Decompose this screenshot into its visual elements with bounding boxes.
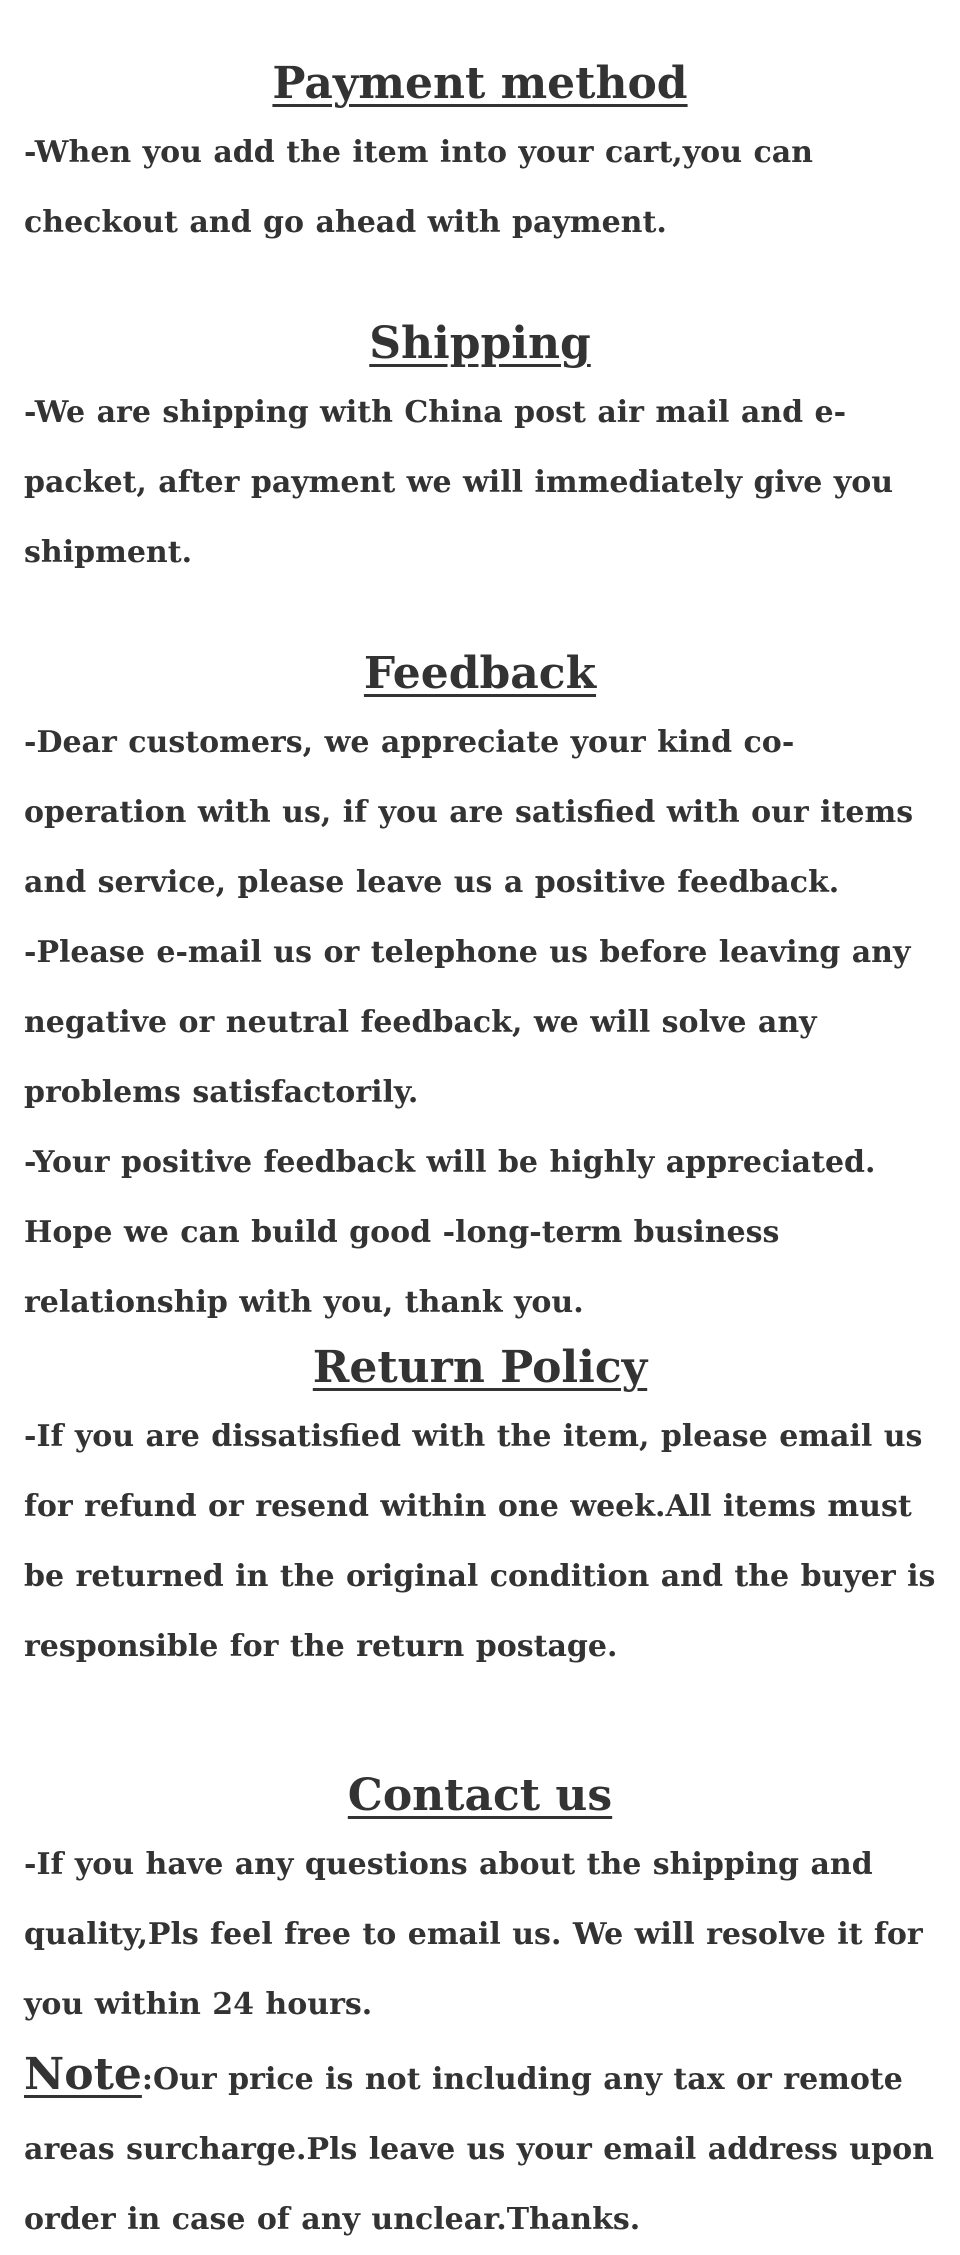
- contact-text: -If you have any questions about the shipping and quality,Pls feel free to email us. We will resolve it for you within 24 hours.: [24, 1847, 923, 2022]
- feedback-section: [24, 588, 936, 1338]
- feedback-text-2: -Please e-mail us or telephone us before leaving any negative or neutral feedback, we will solve any problems satisfactorily.: [24, 935, 911, 1110]
- return-heading: Return Policy: [312, 1342, 648, 1393]
- feedback-text-3: -Your positive feedback will be highly appreciated. Hope we can build good -long-term business relationship with you, thank you.: [24, 1145, 876, 1320]
- shipping-text: -We are shipping with China post air mail and e-packet, after payment we will immediately give you shipment.: [24, 395, 894, 570]
- shipping-heading: Shipping: [369, 318, 591, 369]
- contact-heading: Contact us: [347, 1770, 613, 1821]
- feedback-heading: Feedback: [363, 648, 597, 699]
- return-section: [24, 1338, 936, 1682]
- shipping-section: [24, 258, 936, 588]
- note-text: :Our price is not including any tax or remote areas surcharge.Pls leave us your email address upon order in case of any unclear.Thanks.: [24, 2062, 934, 2237]
- feedback-text-1: -Dear customers, we appreciate your kind co-operation with us, if you are satisfied with our items and service, please leave us a positive feedback.: [24, 725, 914, 900]
- note-paragraph: [24, 2040, 936, 2255]
- contact-section: [24, 1682, 936, 2040]
- note-section: [24, 2040, 936, 2255]
- note-label: Note: [24, 2049, 142, 2100]
- return-text: -If you are dissatisfied with the item, please email us for refund or resend within one week.All items must be returned in the original condition and the buyer is responsible for the return postage.: [24, 1419, 936, 1664]
- payment-text: -When you add the item into your cart,you can checkout and go ahead with payment.: [24, 135, 813, 240]
- payment-section: [24, 0, 936, 258]
- payment-heading: Payment method: [272, 58, 688, 109]
